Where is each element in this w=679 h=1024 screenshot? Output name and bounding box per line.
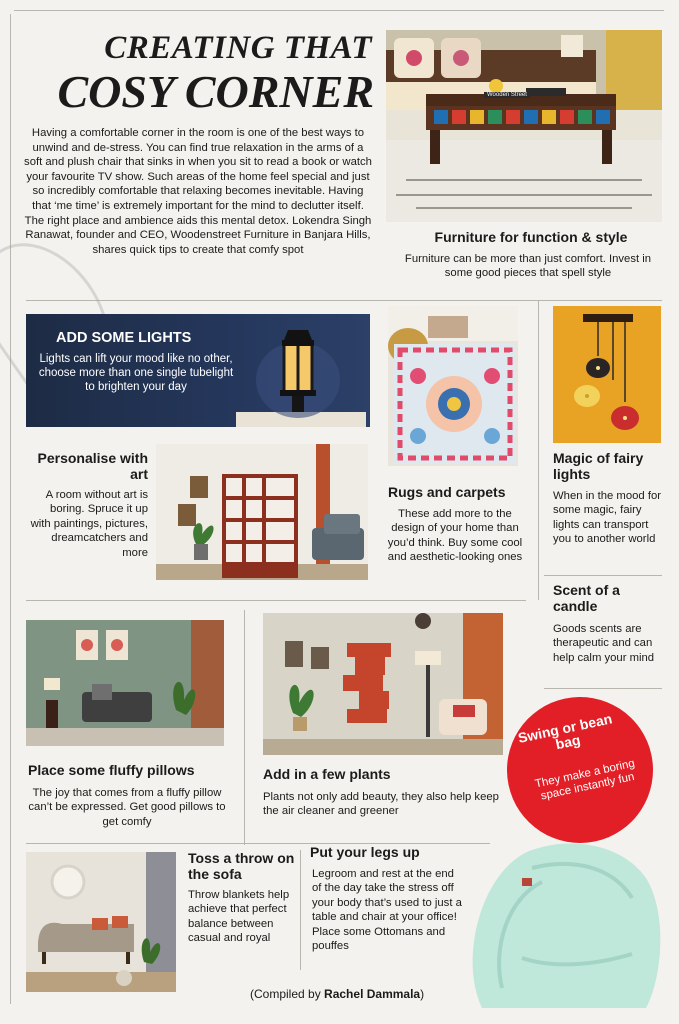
candle-text: Goods scents are therapeutic and can help calm your mind: [553, 623, 655, 664]
furniture-photo: [386, 30, 662, 222]
art-text: A room without art is boring. Spruce it up with paintings, pictures, dreamcatchers and more: [30, 489, 148, 559]
pillows-photo: [26, 620, 224, 746]
throw-text: Throw blankets help achieve that perfect balance between casual and royal: [188, 889, 290, 945]
pillows-title: Place some fluffy pillows: [28, 762, 195, 778]
throw-sofa-photo: [26, 852, 176, 992]
swing-text: They make a boring space instantly fun: [533, 757, 636, 803]
credit-prefix: (Compiled by: [250, 987, 321, 1001]
swing-badge: [493, 683, 666, 856]
pillows-text: The joy that comes from a fluffy pillow can’t be expressed. Get good pillows to get comfy: [28, 787, 226, 828]
art-room-photo: [156, 444, 368, 580]
left-border: [10, 14, 11, 1004]
column-rule: [300, 850, 301, 970]
credit-suffix: ): [420, 987, 425, 1001]
section-rule: [544, 575, 662, 576]
art-title: Personalise with art: [37, 450, 148, 482]
section-rule: [544, 688, 662, 689]
plants-photo: [263, 613, 503, 755]
legs-title: Put your legs up: [310, 844, 420, 860]
lantern-icon: [236, 320, 366, 427]
bean-bag-photo: [462, 838, 668, 1018]
credit-line: [250, 987, 424, 1001]
furniture-text: Furniture can be more than just comfort. Invest in some good pieces that spell style: [404, 253, 652, 280]
section-rule: [26, 600, 526, 601]
lights-title: ADD SOME LIGHTS: [56, 330, 192, 346]
rugs-text: These add more to the design of your home than you’d think. Buy some cool and aesthetic-looking ones: [387, 508, 523, 564]
furniture-title: Furniture for function & style: [434, 229, 628, 245]
fairy-lights-photo: [553, 306, 661, 443]
lights-panel: [26, 314, 370, 427]
plants-title: Add in a few plants: [263, 766, 391, 782]
column-rule: [538, 300, 539, 600]
legs-text: Legroom and rest at the end of the day take the stress off your body that’s used to just a table and chair at your office! Place some Ottomans and pouffes: [312, 868, 462, 953]
intro-paragraph: Having a comfortable corner in the room is one of the best ways to unwind and de-stress. You can find true relaxation in the arms of a soft and plush chair that sinks in when you sit to read a book or watch your favourite TV show. Such areas of the home feel special and just so incredibly comfortable that relaxing becomes inevitable. Having that ‘me time’ is extremely important for the mind to declutter itself. The right place and ambience aids this mental detox. Lokendra Singh Ranawat, founder and CEO, Woodenstreet Furniture in Banjara Hills, shares quick tips to create that comfy spot: [24, 127, 372, 256]
top-rule: [14, 10, 664, 11]
furniture-photo-label: Wooden Street: [484, 92, 530, 98]
rug-photo: [388, 306, 518, 466]
plants-text: Plants not only add beauty, they also help keep the air cleaner and greener: [263, 791, 499, 818]
headline-line-2: COSY CORNER: [57, 66, 374, 117]
column-rule: [244, 610, 245, 845]
rugs-title: Rugs and carpets: [388, 484, 506, 500]
swing-title: Swing or bean bag: [516, 710, 614, 753]
throw-title: Toss a throw on the sofa: [188, 850, 295, 882]
candle-title: Scent of a candle: [553, 582, 620, 614]
section-rule: [26, 300, 662, 301]
credit-name: Rachel Dammala: [324, 987, 421, 1001]
fairy-title: Magic of fairy lights: [553, 450, 644, 482]
lights-text: Lights can lift your mood like no other, choose more than one single tubelight to brighten your day: [38, 353, 234, 394]
fairy-text: When in the mood for some magic, fairy lights can transport you to another world: [553, 490, 662, 546]
headline-line-1: CREATING THAT: [104, 30, 372, 66]
